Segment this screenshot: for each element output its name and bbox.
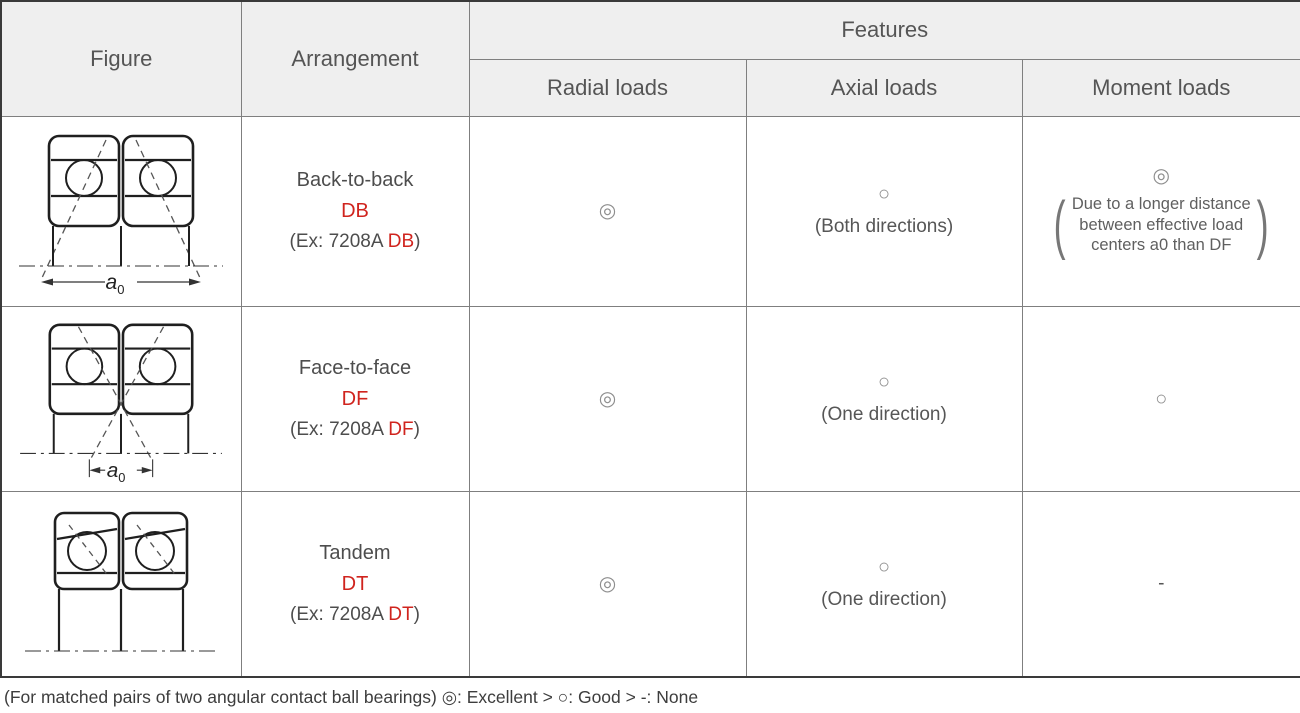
excellent-symbol: ◎ xyxy=(598,387,617,410)
table-footnote: (For matched pairs of two angular contact ball bearings) ◎: Excellent > ○: Good > -: None xyxy=(4,687,699,707)
cell-axial-db xyxy=(746,116,1022,306)
table-row-tandem xyxy=(1,491,1300,677)
moment-note-line: Due to a longer distance xyxy=(1071,195,1251,214)
axial-note: (One direction) xyxy=(821,588,947,610)
header-moment-loads: Moment loads xyxy=(1022,59,1300,116)
moment-note-text xyxy=(1072,194,1251,256)
table-row-face-to-face xyxy=(1,306,1300,491)
dim-label-sub: 0 xyxy=(118,469,126,485)
excellent-symbol: ◎ xyxy=(1152,165,1170,188)
header-arrangement: Arrangement xyxy=(241,1,469,116)
figure-back-to-back-diagram-icon xyxy=(1,116,241,306)
example-code: DT xyxy=(388,604,414,626)
example-suffix: ) xyxy=(414,231,421,253)
cell-moment-df xyxy=(1022,306,1300,491)
arrangement-code: DB xyxy=(341,200,369,223)
arrangement-face-to-face xyxy=(241,306,469,491)
moment-note-line: between effective load xyxy=(1079,215,1244,234)
svg-text:a0 xyxy=(106,271,125,297)
paren-open: ( xyxy=(1054,188,1067,261)
good-symbol: ○ xyxy=(1155,387,1168,410)
example-prefix: (Ex: 7208A xyxy=(289,231,388,253)
arrangement-name: Face-to-face xyxy=(298,356,412,379)
header-figure: Figure xyxy=(1,1,241,116)
cell-radial-dt xyxy=(469,491,746,677)
arrangement-example xyxy=(242,415,469,444)
header-radial-loads: Radial loads xyxy=(469,59,746,116)
example-prefix: (Ex: 7208A xyxy=(290,418,389,440)
arrangement-example xyxy=(242,600,469,629)
cell-radial-db xyxy=(469,116,746,306)
axial-note: (One direction) xyxy=(821,403,947,425)
arrangement-example xyxy=(242,227,469,256)
cell-moment-dt xyxy=(1022,491,1300,677)
none-symbol: - xyxy=(1158,572,1165,594)
header-axial-loads: Axial loads xyxy=(746,59,1022,116)
table-row-back-to-back xyxy=(1,116,1300,306)
paren-close: ) xyxy=(1256,188,1269,261)
good-symbol: ○ xyxy=(877,183,891,205)
example-suffix: ) xyxy=(413,604,420,626)
dim-label-a: a xyxy=(106,458,119,482)
svg-text:a0 xyxy=(107,459,126,485)
moment-note-line: centers a0 than DF xyxy=(1091,236,1232,255)
moment-note xyxy=(1023,188,1300,261)
dim-label-a: a xyxy=(105,271,118,294)
dim-label-sub: 0 xyxy=(117,282,125,297)
arrangement-tandem xyxy=(241,491,469,677)
arrangement-name: Tandem xyxy=(319,542,391,565)
cell-axial-dt xyxy=(746,491,1022,677)
cell-moment-db xyxy=(1022,116,1300,306)
example-prefix: (Ex: 7208A xyxy=(290,604,389,626)
excellent-symbol: ◎ xyxy=(598,200,617,222)
axial-note: (Both directions) xyxy=(814,216,954,237)
example-code: DB xyxy=(387,231,415,253)
figure-tandem-diagram-icon xyxy=(1,491,241,677)
good-symbol: ○ xyxy=(877,555,891,578)
good-symbol: ○ xyxy=(877,370,891,393)
arrangement-back-to-back xyxy=(241,116,469,306)
arrangement-name: Back-to-back xyxy=(296,169,414,192)
cell-axial-df xyxy=(746,306,1022,491)
arrangement-code: DF xyxy=(341,387,369,410)
example-suffix: ) xyxy=(413,418,420,440)
example-code: DF xyxy=(388,418,414,440)
header-features: Features xyxy=(469,1,1300,59)
cell-radial-df xyxy=(469,306,746,491)
excellent-symbol: ◎ xyxy=(598,572,617,595)
figure-face-to-face-diagram-icon xyxy=(1,306,241,491)
arrangement-code: DT xyxy=(341,573,369,596)
header-row-1 xyxy=(1,1,1300,59)
